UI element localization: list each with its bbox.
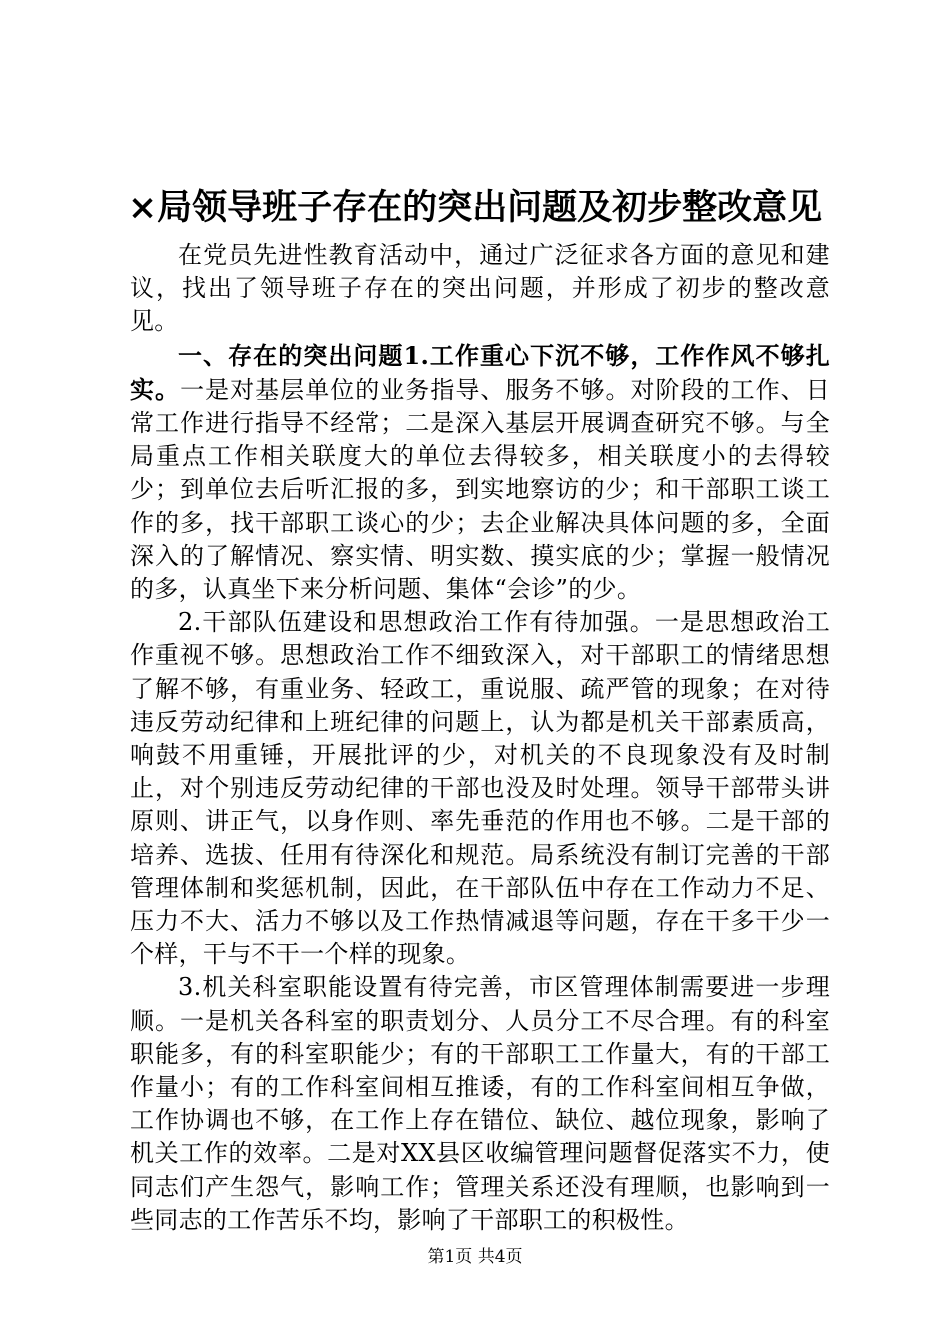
document-body [130,239,830,1237]
paragraph-2: 2.干部队伍建设和思想政治工作有待加强。一是思想政治工作重视不够。思想政治工作不细致深入，对干部职工的情绪思想了解不够，有重业务、轻政工，重说服、疏严管的现象；在对待违反劳动纪律和上班纪律的问题上，认为都是机关干部素质高，响鼓不用重锤，开展批评的少，对机关的不良现象没有及时制止，对个别违反劳动纪律的干部也没及时处理。领导干部带头讲原则、讲正气，以身作则、率先垂范的作用也不够。二是干部的培养、选拔、任用有待深化和规范。局系统没有制订完善的干部管理体制和奖惩机制，因此，在干部队伍中存在工作动力不足、压力不大、活力不够以及工作热情减退等问题，存在干多干少一个样，干与不干一个样的现象。 [130,608,830,969]
intro-paragraph: 在党员先进性教育活动中，通过广泛征求各方面的意见和建议，找出了领导班子存在的突出问题，并形成了初步的整改意见。 [130,241,830,336]
document-title: ×局领导班子存在的突出问题及初步整改意见 [127,187,823,228]
section-1-body: 一是对基层单位的业务指导、服务不够。对阶段的工作、日常工作进行指导不经常；二是深入基层开展调查研究不够。与全局重点工作相关联度大的单位去得较多，相关联度小的去得较少；到单位去后听汇报的多，到实地察访的少；和干部职工谈工作的多，找干部职工谈心的少；去企业解决具体问题的多，全面深入的了解情况、察实情、明实数、摸实底的少；掌握一般情况的多，认真坐下来分析问题、集体“会诊”的少。 [130,375,830,604]
section-1-paragraph [130,339,830,607]
paragraph-3: 3.机关科室职能设置有待完善，市区管理体制需要进一步理顺。一是机关各科室的职责划分、人员分工不尽合理。有的科室职能多，有的科室职能少；有的干部职工工作量大，有的干部工作量小；有的工作科室间相互推诿，有的工作科室间相互争做，工作协调也不够，在工作上存在错位、缺位、越位现象，影响了机关工作的效率。二是对XX县区收编管理问题督促落实不力，使同志们产生怨气，影响工作；管理关系还没有理顺，也影响到一些同志的工作苦乐不均，影响了干部职工的积极性。 [130,973,830,1234]
section-1-heading: 一、存在的突出问题1.工作重心下沉不够，工作作风不够扎实。 [130,340,830,404]
page-number-footer: 第1页 共4页 [427,1247,523,1267]
